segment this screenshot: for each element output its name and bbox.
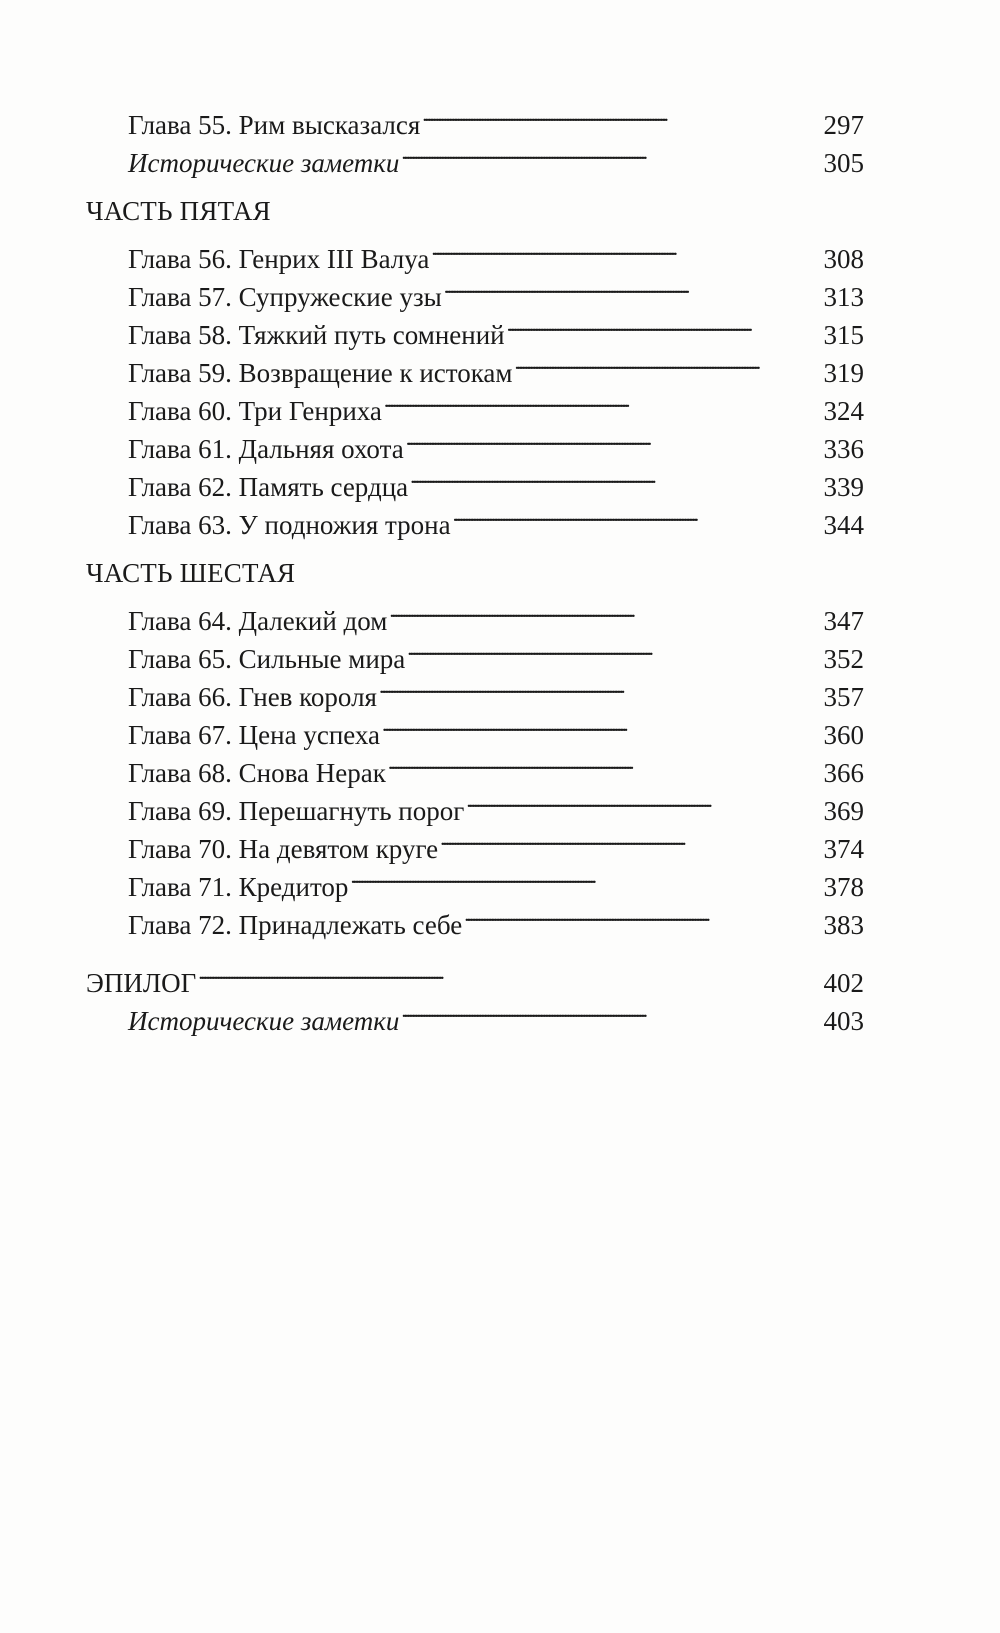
toc-entry-title: Глава 69. Перешагнуть порог bbox=[128, 796, 465, 826]
dot-leader bbox=[198, 954, 821, 992]
toc-entry-page-number: 402 bbox=[823, 968, 864, 998]
toc-entry-page-number: 357 bbox=[823, 682, 864, 712]
toc-entry-title: Глава 70. На девятом круге bbox=[128, 834, 439, 864]
toc-entry-page-number: 374 bbox=[823, 834, 864, 864]
toc-entry-title: ЭПИЛОГ bbox=[86, 968, 197, 998]
toc-entry-title: Исторические заметки bbox=[128, 148, 400, 178]
toc-entry bbox=[86, 592, 864, 636]
dot-leader bbox=[406, 420, 822, 458]
toc-entry-page-number: 308 bbox=[823, 244, 864, 274]
table-of-contents bbox=[86, 96, 864, 1036]
dot-leader bbox=[466, 782, 821, 820]
toc-section bbox=[86, 192, 864, 540]
toc-entry bbox=[86, 96, 864, 140]
dot-leader bbox=[407, 630, 821, 668]
dot-leader bbox=[388, 744, 822, 782]
toc-entry bbox=[86, 230, 864, 274]
dot-leader bbox=[422, 96, 821, 134]
toc-entry-title: Исторические заметки bbox=[128, 1006, 400, 1036]
toc-entry-title: Глава 60. Три Генриха bbox=[128, 396, 382, 426]
dot-leader bbox=[401, 134, 821, 172]
dot-leader bbox=[382, 706, 821, 744]
toc-entry-title: Глава 68. Снова Нерак bbox=[128, 758, 386, 788]
toc-entry-title: Глава 65. Сильные мира bbox=[128, 644, 406, 674]
dot-leader bbox=[384, 382, 822, 420]
toc-entry-page-number: 366 bbox=[823, 758, 864, 788]
toc-entry-page-number: 378 bbox=[823, 872, 864, 902]
dot-leader bbox=[453, 496, 822, 534]
toc-entry-title: Глава 57. Супружеские узы bbox=[128, 282, 442, 312]
toc-entry-title: Глава 56. Генрих III Валуа bbox=[128, 244, 430, 274]
dot-leader bbox=[350, 858, 821, 896]
dot-leader bbox=[431, 230, 821, 268]
toc-entry-page-number: 297 bbox=[823, 110, 864, 140]
toc-entry-page-number: 352 bbox=[823, 644, 864, 674]
toc-entry-page-number: 344 bbox=[823, 510, 864, 540]
dot-leader bbox=[401, 992, 821, 1030]
dot-leader bbox=[515, 344, 822, 382]
toc-entry-page-number: 315 bbox=[823, 320, 864, 350]
dot-leader bbox=[464, 896, 821, 934]
toc-entry-title: Глава 64. Далекий дом bbox=[128, 606, 388, 636]
dot-leader bbox=[379, 668, 822, 706]
toc-section bbox=[86, 954, 864, 1036]
toc-entry-title: Глава 55. Рим высказался bbox=[128, 110, 421, 140]
toc-entry-page-number: 305 bbox=[823, 148, 864, 178]
toc-entry-page-number: 336 bbox=[823, 434, 864, 464]
toc-entry-title: Глава 71. Кредитор bbox=[128, 872, 349, 902]
toc-entry-title: Глава 63. У подножия трона bbox=[128, 510, 451, 540]
toc-entry-page-number: 324 bbox=[823, 396, 864, 426]
dot-leader bbox=[389, 592, 821, 630]
toc-entry-page-number: 339 bbox=[823, 472, 864, 502]
dot-leader bbox=[507, 306, 822, 344]
toc-entry bbox=[86, 992, 864, 1036]
toc-entry-page-number: 313 bbox=[823, 282, 864, 312]
toc-entry-title: Глава 61. Дальняя охота bbox=[128, 434, 404, 464]
toc-entry bbox=[86, 954, 864, 998]
toc-entry-title: Глава 72. Принадлежать себе bbox=[128, 910, 463, 940]
toc-entry-page-number: 319 bbox=[823, 358, 864, 388]
toc-entry-page-number: 369 bbox=[823, 796, 864, 826]
toc-entry-page-number: 383 bbox=[823, 910, 864, 940]
toc-entry-page-number: 360 bbox=[823, 720, 864, 750]
toc-section bbox=[86, 96, 864, 178]
toc-entry-title: Глава 67. Цена успеха bbox=[128, 720, 381, 750]
dot-leader bbox=[444, 268, 822, 306]
toc-entry-title: Глава 59. Возвращение к истокам bbox=[128, 358, 513, 388]
part-heading: ЧАСТЬ ШЕСТАЯ bbox=[86, 558, 296, 588]
toc-section bbox=[86, 554, 864, 940]
dot-leader bbox=[410, 458, 821, 496]
toc-entry-title: Глава 66. Гнев короля bbox=[128, 682, 377, 712]
part-heading: ЧАСТЬ ПЯТАЯ bbox=[86, 196, 271, 226]
toc-entry-page-number: 403 bbox=[823, 1006, 864, 1036]
toc-entry-page-number: 347 bbox=[823, 606, 864, 636]
toc-entry-title: Глава 58. Тяжкий путь сомнений bbox=[128, 320, 505, 350]
toc-entry-title: Глава 62. Память сердца bbox=[128, 472, 409, 502]
dot-leader bbox=[440, 820, 821, 858]
